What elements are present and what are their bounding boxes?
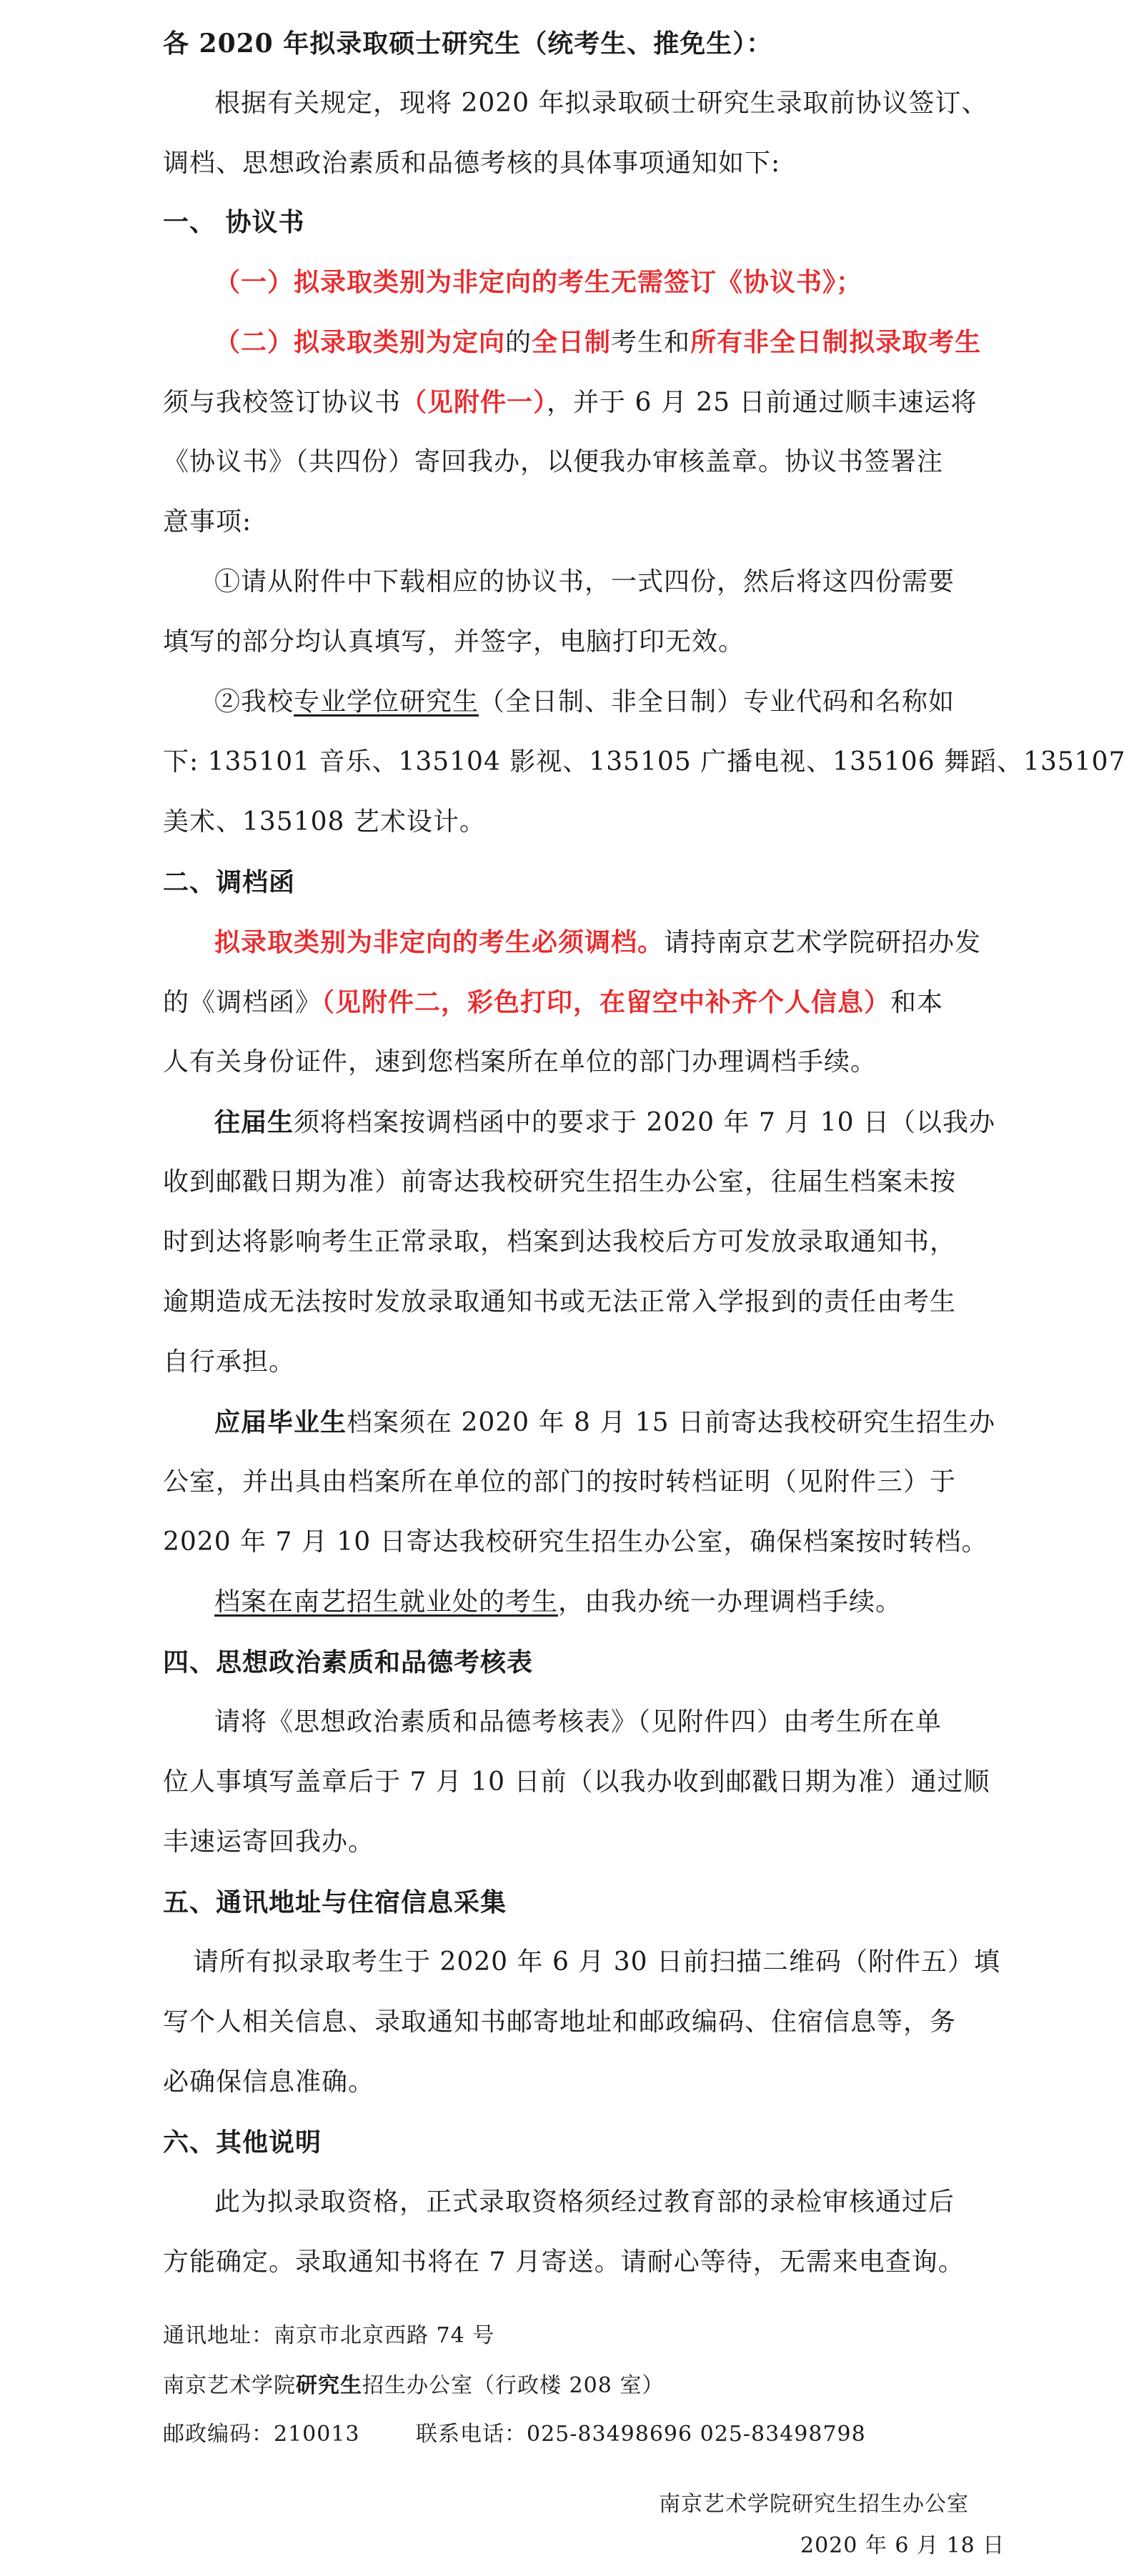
- s2-p1-b: 请持南京艺术学院研招办发: [664, 928, 982, 957]
- s2-p1-line-1: [214, 927, 981, 959]
- s2-p3-line-1: [214, 1407, 995, 1439]
- s2-p1-l2-c: 和本: [890, 988, 944, 1017]
- s2-p3-line-3: 2020 年 7 月 10 日寄达我校研究生招生办公室，确保档案按时转档。: [163, 1527, 988, 1557]
- notice-title: 各 2020 年拟录取硕士研究生（统考生、推免生）：: [163, 29, 773, 59]
- s1-subitem-1-line-1: ①请从附件中下载相应的协议书，一式四份，然后将这四份需要: [214, 567, 955, 596]
- s2-p4-line-1: [214, 1587, 902, 1618]
- contact-postcode: 邮政编码：210013: [163, 2422, 360, 2447]
- section-2-heading: 二、调档函: [163, 867, 296, 897]
- contact-office-b: 研究生: [296, 2373, 362, 2398]
- s4-line-2: 位人事填写盖章后于 7 月 10 日前（以我办收到邮戳日期为准）通过顺: [163, 1767, 990, 1797]
- s1-p2-d: 考生和: [611, 328, 691, 357]
- s1-item-2-line-4: 意事项:: [163, 507, 252, 536]
- s1-subitem-2-line-2: 下: 135101 音乐、135104 影视、135105 广播电视、135106 舞蹈、135107: [163, 747, 1126, 777]
- s1-p2-e: 所有非全日制拟录取考生: [690, 327, 982, 357]
- s5-line-2: 写个人相关信息、录取通知书邮寄地址和邮政编码、住宿信息等，务: [163, 2007, 957, 2037]
- s1-item2-c: （全日制、非全日制）专业代码和名称如: [479, 687, 955, 717]
- s6-line-2: 方能确定。录取通知书将在 7 月寄送。请耐心等待，无需来电查询。: [163, 2247, 965, 2277]
- s2-p2-line-1: [214, 1107, 995, 1139]
- s2-p3-b: 档案须在 2020 年 8 月 15 日前寄达我校研究生招生办: [347, 1408, 996, 1437]
- s1-item-2-line-3: 《协议书》（共四份）寄回我办，以便我办审核盖章。协议书签署注: [163, 447, 944, 476]
- s4-line-3: 丰速运寄回我办。: [163, 1827, 375, 1857]
- s6-line-1: 此为拟录取资格，正式录取资格须经过教育部的录检审核通过后: [214, 2187, 955, 2217]
- s1-p2-a: （二）拟录取类别为定向: [214, 327, 506, 357]
- contact-phone: 联系电话：025-83498696 025-83498798: [416, 2422, 866, 2447]
- s1-item2-a: ②我校: [214, 687, 294, 717]
- s1-item-1: （一）拟录取类别为非定向的考生无需签订《协议书》；: [214, 267, 863, 297]
- s2-p2-line-4: 逾期造成无法按时发放录取通知书或无法正常入学报到的责任由考生: [163, 1287, 957, 1317]
- s1-subitem-2-line-1: [214, 687, 955, 718]
- s2-p2-line-5: 自行承担。: [163, 1347, 296, 1377]
- s2-p1-l2-b: （见附件二，彩色打印，在留空中补齐个人信息）: [322, 987, 891, 1017]
- s1-p2-l2-b: （见附件一）: [401, 387, 547, 417]
- intro-line-2: 调档、思想政治素质和品德考核的具体事项通知如下:: [163, 149, 781, 178]
- section-1-heading: 一、 协议书: [163, 207, 305, 237]
- signature-org: 南京艺术学院研究生招生办公室: [659, 2492, 969, 2517]
- s1-subitem-1-line-2: 填写的部分均认真填写，并签字，电脑打印无效。: [163, 627, 745, 657]
- s2-p4-b: ，由我办统一办理调档手续。: [558, 1587, 902, 1617]
- section-6-heading: 六、其他说明: [163, 2127, 322, 2157]
- s2-p1-a: 拟录取类别为非定向的考生必须调档。: [214, 927, 665, 957]
- s2-p2-line-3: 时到达将影响考生正常录取，档案到达我校后方可发放录取通知书，: [163, 1227, 957, 1257]
- contact-office-c: 招生办公室（行政楼 208 室）: [362, 2373, 665, 2398]
- contact-office: [163, 2372, 664, 2400]
- s1-p2-l2-c: ，并于 6 月 25 日前通过顺丰速运将: [547, 388, 978, 417]
- s4-line-1: 请将《思想政治素质和品德考核表》（见附件四）由考生所在单: [214, 1707, 942, 1737]
- s2-p2-a: 往届生: [214, 1107, 294, 1137]
- s1-item-2-line-1: [214, 326, 981, 359]
- s2-p3-a: 应届毕业生: [214, 1407, 347, 1437]
- signature-date: 2020 年 6 月 18 日: [800, 2533, 1005, 2558]
- s1-item-2-line-2: [163, 386, 978, 419]
- contact-address: 通讯地址：南京市北京西路 74 号: [163, 2323, 495, 2348]
- section-4-heading: 四、思想政治素质和品德考核表: [163, 1647, 534, 1677]
- s1-p2-b: 的: [505, 328, 532, 357]
- contact-office-a: 南京艺术学院: [163, 2373, 296, 2398]
- s1-p2-c: 全日制: [532, 327, 612, 357]
- intro-line-1: 根据有关规定，现将 2020 年拟录取硕士研究生录取前协议签订、: [214, 89, 988, 118]
- s2-p1-l2-a: 的《调档函》: [163, 988, 322, 1017]
- s5-line-1: 请所有拟录取考生于 2020 年 6 月 30 日前扫描二维码（附件五）填: [193, 1947, 1000, 1977]
- s2-p1-line-3: 人有关身份证件，速到您档案所在单位的部门办理调档手续。: [163, 1047, 877, 1077]
- s1-item2-b: 专业学位研究生: [294, 687, 479, 717]
- s2-p3-line-2: 公室，并出具由档案所在单位的部门的按时转档证明（见附件三）于: [163, 1467, 957, 1497]
- s2-p1-line-2: [163, 987, 943, 1019]
- s1-subitem-2-line-3: 美术、135108 艺术设计。: [163, 807, 486, 837]
- s1-p2-l2-a: 须与我校签订协议书: [163, 388, 402, 417]
- s2-p2-line-2: 收到邮戳日期为准）前寄达我校研究生招生办公室，往届生档案未按: [163, 1167, 957, 1197]
- s2-p2-b: 须将档案按调档函中的要求于 2020 年 7 月 10 日（以我办: [294, 1108, 996, 1137]
- s5-line-3: 必确保信息准确。: [163, 2067, 375, 2097]
- section-5-heading: 五、通讯地址与住宿信息采集: [163, 1887, 507, 1917]
- s2-p4-a: 档案在南艺招生就业处的考生: [214, 1587, 559, 1617]
